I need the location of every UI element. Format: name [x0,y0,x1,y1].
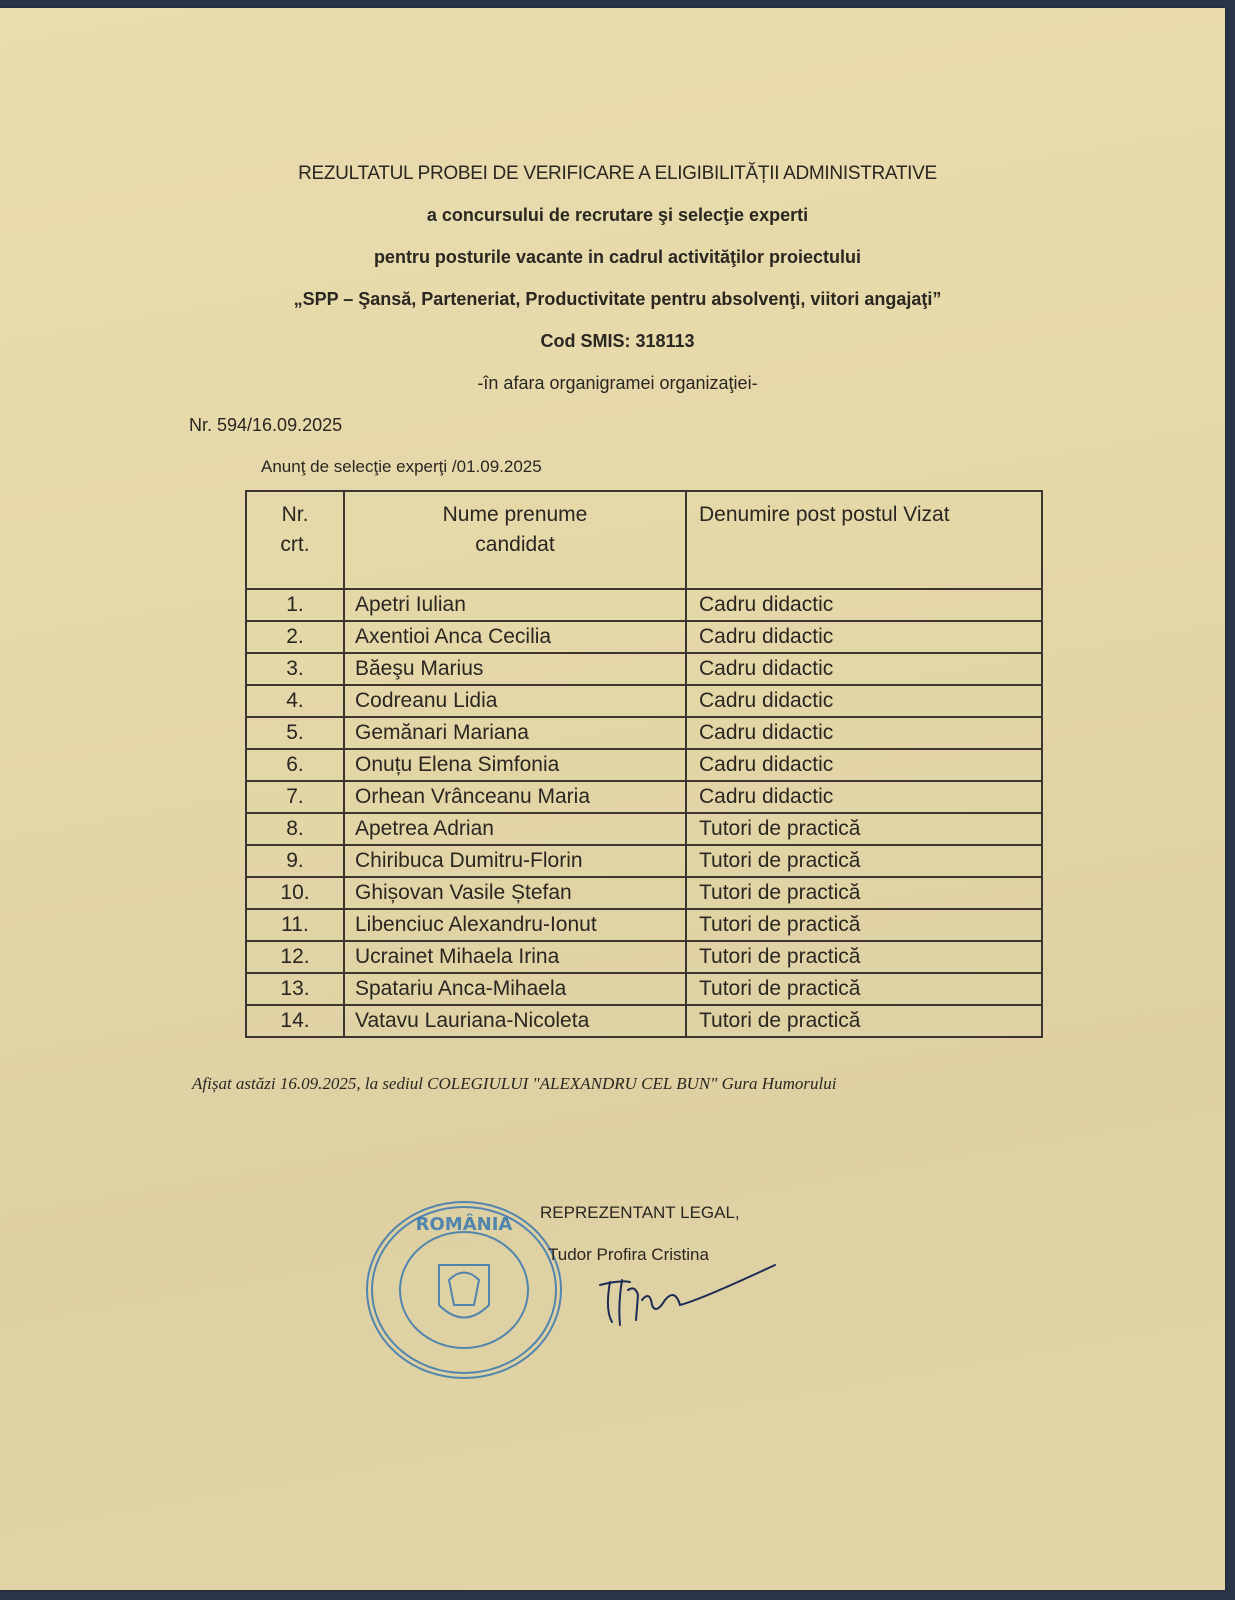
smis-code: Cod SMIS: 318113 [540,331,695,351]
row-number: 2. [246,621,344,653]
row-number: 9. [246,845,344,877]
official-stamp [364,1195,574,1385]
candidate-name: Onuțu Elena Simfonia [344,749,686,781]
table-row [246,845,1042,877]
announcement-reference: Anunţ de selecţie experţi /01.09.2025 [261,457,542,476]
row-number: 1. [246,589,344,621]
candidate-name: Spatariu Anca-Mihaela [344,973,686,1005]
signatory-name: Tudor Profira Cristina [548,1245,709,1264]
position-name: Tutori de practică [686,1005,1042,1037]
candidate-name: Ghișovan Vasile Ștefan [344,877,686,909]
candidate-name: Gemănari Mariana [344,717,686,749]
position-name: Cadru didactic [686,653,1042,685]
registration-number: Nr. 594/16.09.2025 [189,415,343,435]
candidate-name: Apetrea Adrian [344,813,686,845]
candidate-name: Libenciuc Alexandru-Ionut [344,909,686,941]
candidate-name: Apetri Iulian [344,589,686,621]
subtitle-line-2: a concursului de recrutare şi selecţie experti [426,205,809,225]
table-row [246,973,1042,1005]
position-name: Tutori de practică [686,941,1042,973]
position-name: Cadru didactic [686,589,1042,621]
position-name: Tutori de practică [686,909,1042,941]
position-name: Cadru didactic [686,685,1042,717]
table-row [246,653,1042,685]
position-name: Cadru didactic [686,781,1042,813]
candidate-name: Vatavu Lauriana-Nicoleta [344,1005,686,1037]
table-row [246,749,1042,781]
candidates-table [245,490,1043,1038]
subtitle-line-3: pentru posturile vacante in cadrul activităţilor proiectului [373,247,862,267]
row-number: 8. [246,813,344,845]
position-name: Tutori de practică [686,877,1042,909]
document-title: REZULTATUL PROBEI DE VERIFICARE A ELIGIBILITĂȚII ADMINISTRATIVE [298,163,937,184]
table-row [246,621,1042,653]
table-header-row [246,491,1042,589]
candidate-name: Codreanu Lidia [344,685,686,717]
candidate-name: Ucrainet Mihaela Irina [344,941,686,973]
table-row [246,813,1042,845]
header-nr: Nr. crt. [246,491,344,589]
position-name: Tutori de practică [686,813,1042,845]
table-row [246,1005,1042,1037]
candidate-name: Chiribuca Dumitru-Florin [344,845,686,877]
scope-note: -în afara organigramei organizaţiei- [477,373,758,393]
candidate-name: Axentioi Anca Cecilia [344,621,686,653]
candidate-name: Băeşu Marius [344,653,686,685]
candidate-name: Orhean Vrânceanu Maria [344,781,686,813]
position-name: Cadru didactic [686,717,1042,749]
posted-notice: Afișat astăzi 16.09.2025, la sediul COLEGIULUI "ALEXANDRU CEL BUN" Gura Humorului [192,1074,837,1093]
row-number: 7. [246,781,344,813]
table-row [246,589,1042,621]
row-number: 13. [246,973,344,1005]
handwritten-signature [590,1260,780,1330]
row-number: 4. [246,685,344,717]
table-row [246,909,1042,941]
table-row [246,877,1042,909]
row-number: 3. [246,653,344,685]
header-post: Denumire post postul Vizat [686,491,1042,589]
signatory-title: REPREZENTANT LEGAL, [540,1203,740,1222]
position-name: Tutori de practică [686,973,1042,1005]
position-name: Cadru didactic [686,749,1042,781]
header-name: Nume prenume candidat [344,491,686,589]
table-row [246,781,1042,813]
project-name: „SPP – Şansă, Parteneriat, Productivitate pentru absolvenţi, viitori angajaţi” [293,289,942,309]
position-name: Tutori de practică [686,845,1042,877]
row-number: 5. [246,717,344,749]
row-number: 14. [246,1005,344,1037]
table-row [246,941,1042,973]
table-row [246,685,1042,717]
row-number: 10. [246,877,344,909]
svg-text:ROMÂNIA: ROMÂNIA [415,1214,513,1235]
position-name: Cadru didactic [686,621,1042,653]
row-number: 11. [246,909,344,941]
table-row [246,717,1042,749]
row-number: 6. [246,749,344,781]
row-number: 12. [246,941,344,973]
